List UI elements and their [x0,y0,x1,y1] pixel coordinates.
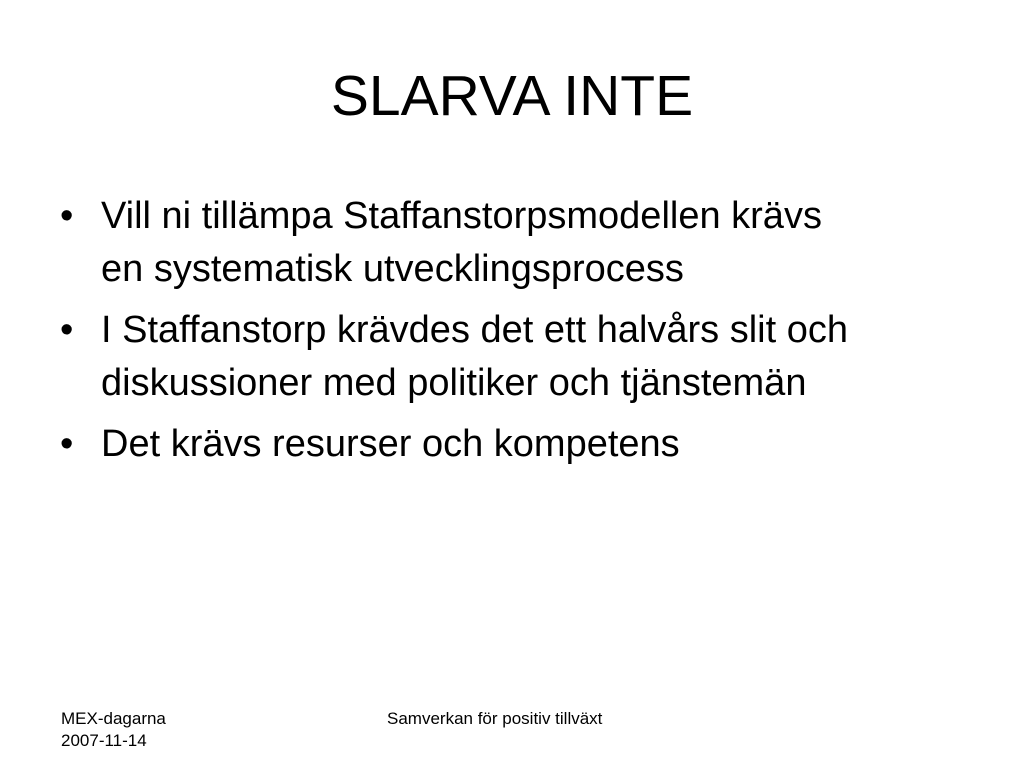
bullet-list [60,190,950,479]
footer-date: 2007-11-14 [61,731,147,750]
bullet-text: Vill ni tillämpa Staffanstorpsmodellen krävs en systematisk utvecklingsprocess [101,195,822,290]
footer-center: Samverkan för positiv tillväxt [387,709,603,728]
footer-left [61,708,166,752]
bullet-item [60,418,950,471]
slide-title: SLARVA INTE [330,64,694,128]
bullet-item [60,190,950,296]
footer-event: MEX-dagarna [61,709,166,728]
bullet-item [60,304,950,410]
bullet-marker: • [60,195,74,237]
bullet-text: I Staffanstorp krävdes det ett halvårs slit och diskussioner med politiker och tjänstemän [101,309,849,404]
bullet-text: Det krävs resurser och kompetens [101,423,680,465]
bullet-marker: • [60,309,74,351]
bullet-marker: • [60,423,74,465]
